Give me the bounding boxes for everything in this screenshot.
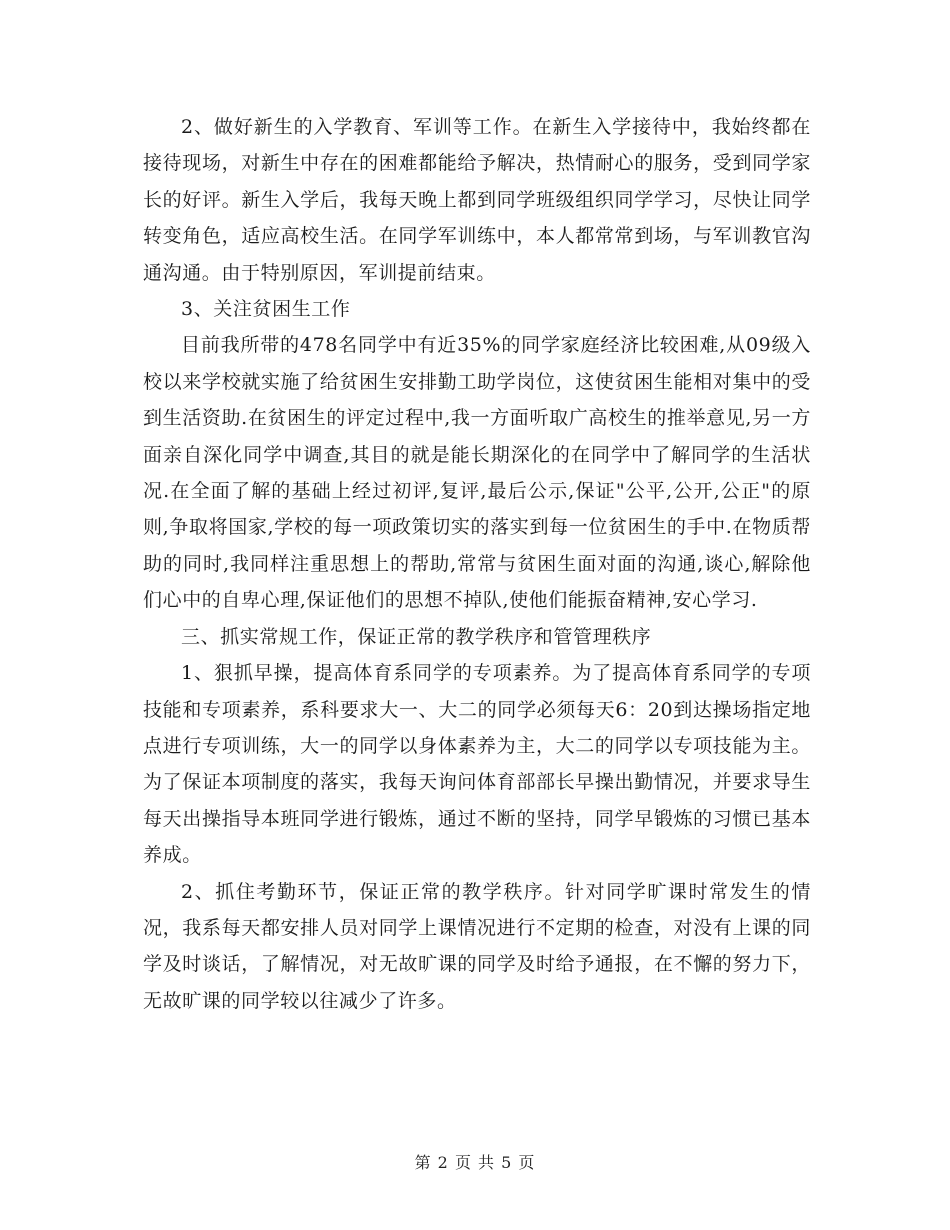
heading-routine-work: 三、抓实常规工作，保证正常的教学秩序和管管理秩序 <box>181 625 652 648</box>
paragraph-attendance: 2、抓住考勤环节，保证正常的教学秩序。针对同学旷课时常发生的情况，我系每天都安排人员对同学上课情况进行不定期的检查，对没有上课的同学及时谈话，了解情况，对无故旷课的同学及时给予通报，在不懈的努力下，无故旷课的同学较以往减少了许多。 <box>143 880 811 1012</box>
page-number-footer: 第 2 页 共 5 页 <box>414 1153 536 1172</box>
heading-poor-students: 3、关注贫困生工作 <box>181 298 351 321</box>
document-body <box>143 109 811 1019</box>
paragraph-poor-students: 目前我所带的478名同学中有近35%的同学家庭经济比较困难,从09级入校以来学校就实施了给贫困生安排勤工助学岗位，这使贫困生能相对集中的受到生活资助.在贫困生的评定过程中,我一方面听取广高校生的推举意见,另一方面亲自深化同学中调查,其目的就是能长期深化的在同学中了解同学的生活状况.在全面了解的基础上经过初评,复评,最后公示,保证"公平,公开,公正"的原则,争取将国家,学校的每一项政策切实的落实到每一位贫困生的手中.在物质帮助的同时,我同样注重思想上的帮助,常常与贫困生面对面的沟通,谈心,解除他们心中的自卑心理,保证他们的思想不掉队,使他们能振奋精神,安心学习. <box>143 334 811 612</box>
paragraph-freshman-education: 2、做好新生的入学教育、军训等工作。在新生入学接待中，我始终都在接待现场，对新生中存在的困难都能给予解决，热情耐心的服务，受到同学家长的好评。新生入学后，我每天晚上都到同学班级组织同学学习，尽快让同学转变角色，适应高校生活。在同学军训练中，本人都常常到场，与军训教官沟通沟通。由于特别原因，军训提前结束。 <box>143 116 811 284</box>
paragraph-morning-exercise: 1、狠抓早操，提高体育系同学的专项素养。为了提高体育系同学的专项技能和专项素养，系科要求大一、大二的同学必须每天6：20到达操场指定地点进行专项训练，大一的同学以身体素养为主，大二的同学以专项技能为主。为了保证本项制度的落实，我每天询问体育部部长早操出勤情况，并要求导生每天出操指导本班同学进行锻炼，通过不断的坚持，同学早锻炼的习惯已基本养成。 <box>143 662 811 867</box>
